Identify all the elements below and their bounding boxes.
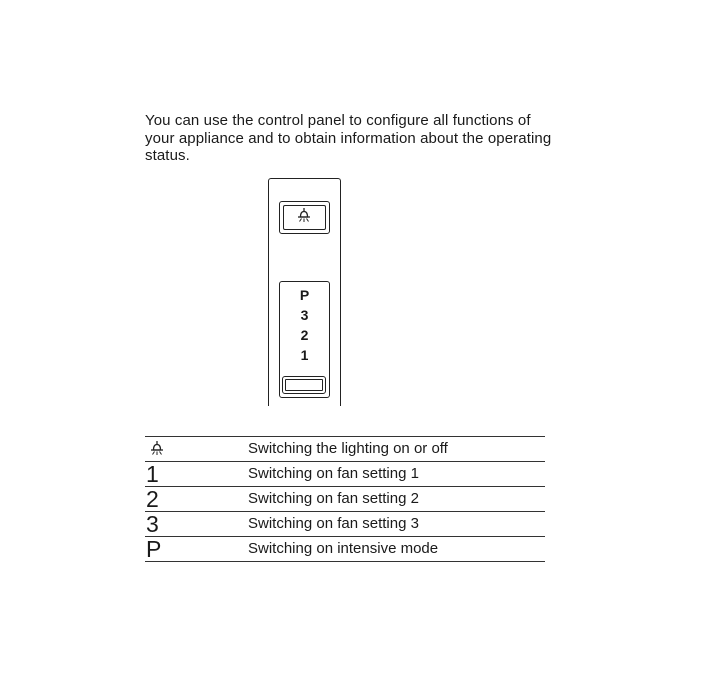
- legend-symbol: 1: [146, 461, 159, 487]
- legend-symbol: 2: [146, 486, 159, 512]
- light-button[interactable]: [279, 201, 330, 234]
- legend-row: [145, 436, 545, 461]
- legend-symbol: 3: [146, 511, 159, 537]
- fan-button-face: [285, 379, 323, 391]
- legend-description: Switching on fan setting 1: [248, 465, 419, 482]
- legend-row: [145, 461, 545, 486]
- legend-row: [145, 536, 545, 562]
- lamp-icon: [295, 207, 313, 227]
- fan-control: [279, 281, 330, 398]
- legend-symbol: P: [146, 536, 162, 562]
- fan-label-intensive: P: [299, 287, 310, 303]
- lamp-icon: [148, 440, 166, 460]
- fan-label-3: 3: [300, 307, 309, 323]
- fan-button[interactable]: [282, 376, 326, 394]
- legend-description: Switching the lighting on or off: [248, 440, 448, 457]
- fan-label-1: 1: [300, 347, 309, 363]
- intro-paragraph: You can use the control panel to configure all functions of your appliance and to obtain information about the operating status.: [145, 112, 552, 164]
- legend-table: [145, 436, 545, 562]
- legend-description: Switching on fan setting 3: [248, 515, 419, 532]
- legend-row: [145, 486, 545, 511]
- legend-description: Switching on fan setting 2: [248, 490, 419, 507]
- legend-row: [145, 511, 545, 536]
- fan-label-2: 2: [300, 327, 309, 343]
- legend-description: Switching on intensive mode: [248, 540, 439, 557]
